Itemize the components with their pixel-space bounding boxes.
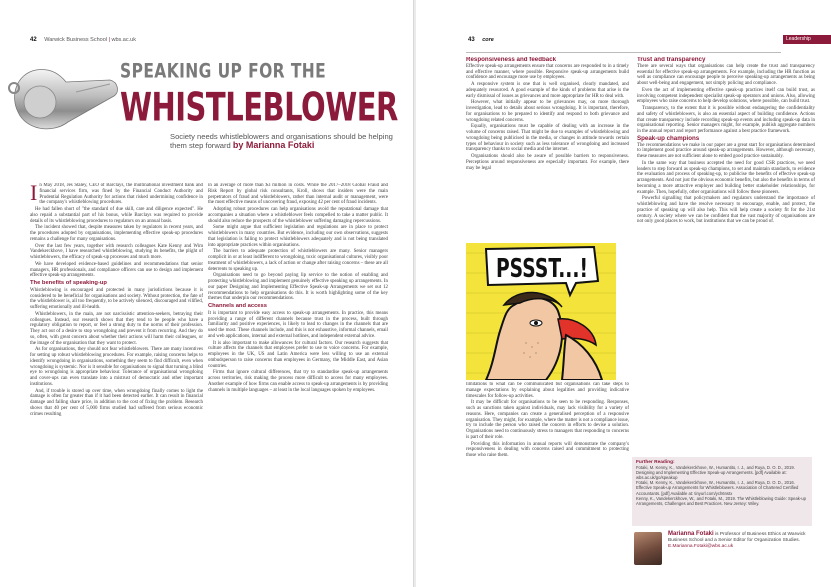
paragraph: The barriers to adequate protection of whistleblowers are many. Senior managers complicit in or at least indifferent to wrongdoing, toxic organisational cultures, visibly poor treatment of whistleblowers, a lack of action or change after raising concerns – these are all deterrents to speaking up. [208, 249, 388, 272]
paragraph: Organisations should also be aware of possible barriers to responsiveness. Perceptions around responsiveness are especially important. For example, there may be legal [466, 154, 629, 171]
paragraph: Even the act of implementing effective speak-up practices itself can build trust, as involving competent independent specialist speak-up operators and unions. Also, allowing employees who raise concerns to help develop solutions, where possible, can build trust. [637, 87, 815, 105]
subheading-champions: Speak-up champions [637, 134, 700, 142]
subheading-channels: Channels and access [208, 303, 267, 309]
left-column-1 [30, 183, 203, 578]
paragraph: Over the last few years, together with research colleagues Kate Kenny and Wim Vandekerckhove, I have researched whistleblowing, studying its benefits, the plight of whistleblowers, the efficacy of speak-up processes and much more. [30, 243, 203, 260]
paragraph: n May 2018, Jes Staley, CEO of Barclays, the multinational investment bank and financial services firm, was fined by the Financial Conduct Authority and Prudential Regulation Authority for actions that risked undermining confidence in the company's whistleblowing procedures. [39, 183, 203, 206]
right-column-2 [637, 57, 815, 453]
paragraph: Transparency, to the extent that it is possible without endangering the confidentiality and safety of whistleblowers, is also an essential aspect of building confidence. Actions that create transparency include recording speak-up events and including speak-up data in organisational reporting. Senior managers might, for example, publish aggregate numbers in the annual report and report performance against a best practice framework. [637, 106, 815, 134]
publication-name: Warwick Business School [44, 37, 107, 43]
page-number: 42 [30, 37, 37, 43]
paragraph: He had fallen short of "the standard of due skill, care and diligence expected". He also repaid a substantial part of his bonus, while Barclays was required to provide details of its whistleblowing procedures to regulators on an annual basis. [30, 207, 203, 224]
paragraph: In the same way that business accepted the need for good CSR practices, we need leaders to step forward as speak-up champions, to set and maintain standards, to evidence the evaluation and process of speaking-up, to publicise the benefits of effective speak-up arrangements. And not just the obvious economic benefits, but also the benefits in terms of becoming a more attractive employer and building better stakeholder relationships, for example. Then, hopefully, other organisations will follow these pioneers. [637, 160, 815, 195]
standfirst [170, 132, 410, 150]
paragraph: It is important to provide easy access to speak-up arrangements. In practice, this means providing a range of different channels because trust in the process, built through familiarity and positive experiences, is likely to lead to changes in the channels that are used the most. These channels include, and this is not exhaustive, informal channels, email and web applications, internal and external hotlines, and independent external advice. [208, 310, 388, 339]
pop-art-image [466, 243, 616, 380]
kicker: SPEAKING UP FOR THE [120, 60, 327, 83]
paragraph: Firms that ignore cultural differences, that try to standardise speak-up arrangements across territories, risk making the process more difficult to access for many employees. Another example of how firms can enable access to speak-up arrangements is by providing channels in multiple languages – at least in the local languages spoken by employees. [208, 370, 388, 393]
paragraph: Equally, organisations must be capable of dealing with an increase in the volume of concerns raised. That might be due to examples of whistleblowing and wrongdoing being publicised in the media, or changes in attitude towards certain types of behaviour in society such as less tolerance of wrongdoing and increased transparency thanks to social media and the internet. [466, 124, 629, 153]
paragraph: Effective speak-up arrangements ensure that concerns are responded to in a timely and effective manner, where possible. Responsive speak-up arrangements build confidence and encourage more use by employees. [466, 63, 629, 81]
paragraph: A responsive system is one that is well organised, clearly mandated, and adequately resourced. A good example of the kinds of problems that arise is the early dismissal of issues as grievances and more appropriate for HR to deal with. [466, 82, 629, 99]
right-folio [468, 37, 494, 43]
paragraph: limitations to what can be communicated but organisations can take steps to manage expectations by explaining about legalities and providing indicative timescales for follow-up activities. [466, 382, 629, 399]
author-box [632, 532, 817, 572]
further-reading-title: Further Reading: [636, 460, 675, 465]
paragraph: Whistleblowers, in the main, are not narcissistic attention-seekers, betraying their colleagues. Instead, our research shows that they tend to be people who have a regulatory obligation to report, or feel a strong duty to the norms of their profession. They act out of a desire to stop wrongdoing and prevent it from recurring. And they do so, often, with great concern about whether their actions will harm their colleagues, or the image of the organisation that they want to protect. [30, 311, 203, 346]
subheading-trust: Trust and transparency [637, 57, 706, 63]
author-photo [634, 532, 662, 565]
author-email[interactable]: E.Marianna.Fotaki@wbs.ac.uk [668, 543, 734, 549]
paragraph: Organisations need to go beyond paying lip service to the notion of enabling and protecting whistleblowing and implement genuinely effective speaking up arrangements. In our paper Designing and Implementing Effective Speak-up Arrangements we set out 12 recommendations to help organisations do this. It is worth highlighting some of the key themes that underpin our recommendations. [208, 273, 388, 302]
paragraph: However, what initially appear to be grievances may, on more thorough investigation, lead to details about serious wrongdoing. It is important, therefore, for organisations to be prepared to identify and respond to both grievance and wrongdoing related concerns. [466, 100, 629, 123]
section-tag: Leadership [783, 35, 831, 44]
author-description: is Professor of Business Ethics at Warwick Business School and a Senior Editor for Organization Studies. [668, 532, 806, 543]
right-column-1 [466, 57, 629, 242]
paragraph: There are several ways that organisations can help create the trust and transparency essential for effective speak-up arrangements. For example, including the HR function as well as compliance can encourage people to perceive speaking-up arrangements as being about well-being and engagement, not simply policing and compliance. [637, 63, 815, 86]
reading-item: Fotaki, M. Kenny, K., Vandekerckhove, W., Humantito, I. J., and Ruya, D. O. D., 2019. Designing and Implementing Effective Speak-up Arrangements. [pdf] Available at: wbs.ac.uk/go/speakup [636, 465, 795, 481]
left-folio: 42 Warwick Business School | wbs.ac.uk [30, 37, 136, 43]
paragraph: Providing this information in annual reports will demonstrate the company's responsiveness in dealing with concerns raised and commitment to protecting those who raise them. [466, 441, 629, 458]
paragraph: Powerful signalling that policymakers and regulators understand the importance of whistleblowing and have the resolve necessary to encourage, enable, and protect, the practice of speaking up will also help. This will help create a society fit for the 21st century. A society where we can be confident that the vast majority of organisations are not only good places to work, but institutions that we can be proud of. [637, 196, 815, 225]
paragraph: We have developed evidence-based guidelines and recommendations that senior managers, HR professionals, and compliance officers can use to design and implement effective speak-up arrangements. [30, 261, 203, 279]
whistle-illustration [6, 52, 124, 142]
paragraph: Some might argue that sufficient legislation and regulations are in place to protect whistleblowers in many countries. But evidence, including our own observations, suggests that legislation is failing to protect whistleblowers adequately and is not being translated into appropriate practices within organisations. [208, 225, 388, 248]
paragraph: The incident showed that, despite measures taken by regulators in recent years, and the procedures adopted by organisations, implementing effective speak-up procedures remains a challenge for many organisations. [30, 225, 203, 242]
whisper-illustration [466, 243, 616, 380]
paragraph: It may be difficult for organisations to be seen to be responding. Responses, such as sanctions taken against individuals, may lack visibility for a variety of reasons. Here, companies can create a generalised perception of a responsive organisation. They might, for example, where the matter is not a compliance issue, try to include the person who raised the concern in efforts to devise a solution. Organisations need to continuously stress to managers that responding to concerns is part of their role. [466, 400, 629, 440]
paragraph: Whistleblowing is encouraged and protected in many jurisdictions because it is considered to be beneficial for organisations and society. Without protection, the fate of the whistleblower is, all too frequently, to be actively silenced, discouraged and vilified, suffering emotionally and ill-health. [30, 287, 203, 310]
paragraph: Adopting robust procedures can help organisations avoid the reputational damage that accompanies a situation where a whistleblower feels compelled to take a matter public. It should also reduce the prospects of the whistleblower suffering damaging repercussions. [208, 207, 388, 224]
header-rule [466, 52, 781, 53]
drop-cap: I [30, 183, 38, 205]
headline: WHISTLEBLOWER [120, 84, 398, 130]
paragraph: It is also important to make allowances for cultural factors. Our research suggests that culture affects the channels that employees prefer to use to voice concerns. For example, employees in the UK, US and Latin America were less willing to use an external ombudsperson to raise concerns than employees in Germany, the Middle East, and Asian countries. [208, 340, 388, 369]
author-name: Marianna Fotaki [668, 531, 714, 537]
left-column-2 [208, 183, 388, 578]
paragraph: The recommendations we make in our paper are a great start for organisations determined to implement good practice around speak-up arrangements. However, although necessary, these measures are not sufficient alone to embed good practice sustainably. [637, 142, 815, 159]
author-bio [668, 532, 816, 549]
paragraph: As for organisations, they should not fear whistleblowers. There are many incentives for setting up robust whistleblowing procedures. For example, raising concerns helps to identify wrongdoing in organisations, something they seem to find difficult, even when wrongdoing is systemic. Nor is it sensible for organisations to signal that turning a blind eye to wrongdoing is appropriate behaviour. Tolerance of organisational wrongdoing and cover-ups can even translate into a mistrust of democratic and other important institutions. [30, 347, 203, 387]
byline: by Marianna Fotaki [232, 140, 315, 150]
paragraph: in an average of more than $3 million in costs. While the 2017–2018 Global Fraud and Risk Report by global risk consultants, Kroll, shows that insiders were the main perpetrators of fraud and whistleblowers, rather than internal audit or management, were the most effective means of uncovering fraud, exposing 42 per cent of fraud incidents. [208, 183, 388, 206]
subheading-responsiveness: Responsiveness and feedback [466, 57, 557, 63]
subheading-benefits: The benefits of speaking-up [30, 280, 107, 286]
right-column-1-continued [466, 382, 629, 572]
further-reading-box [632, 457, 812, 526]
page-number: 43 [468, 37, 475, 43]
left-page [0, 0, 414, 587]
speech-bubble-text: PSSST...! [496, 254, 588, 284]
paragraph: And, if trouble is stored up over time, when wrongdoing finally comes to light the damage is often far greater than if it had been detected earlier. It can result in financial damage and falling share price, in addition to the cost of fixing the problem. Research shows that 40 per cent of 5,000 firms studied had suffered from serious economic crimes resulting [30, 388, 203, 417]
core-logo: core [482, 37, 494, 43]
reading-item: Kenny, K., Vandekerckhove, W., and Fotaki, M., 2019. The Whistleblowing Guide: Speak-up Arrangements, Challenges and Best Practices. New Jersey: Wiley. [636, 495, 806, 506]
reading-item: Fotaki, M. Kenny, K., Vandekerckhove, W., Humantito, I. J., and Ruya, D. O. D., 2016. Effective Speak-up Arrangements for Whistleblowers. Association of Chartered Certified Accountants. [pdf] Available at: tinyurl.com/ych6nstx [636, 480, 799, 496]
site-name: wbs.ac.uk [111, 37, 136, 43]
standfirst-text: Society needs whistleblowers and organisations should be helping them step forward [170, 132, 393, 150]
